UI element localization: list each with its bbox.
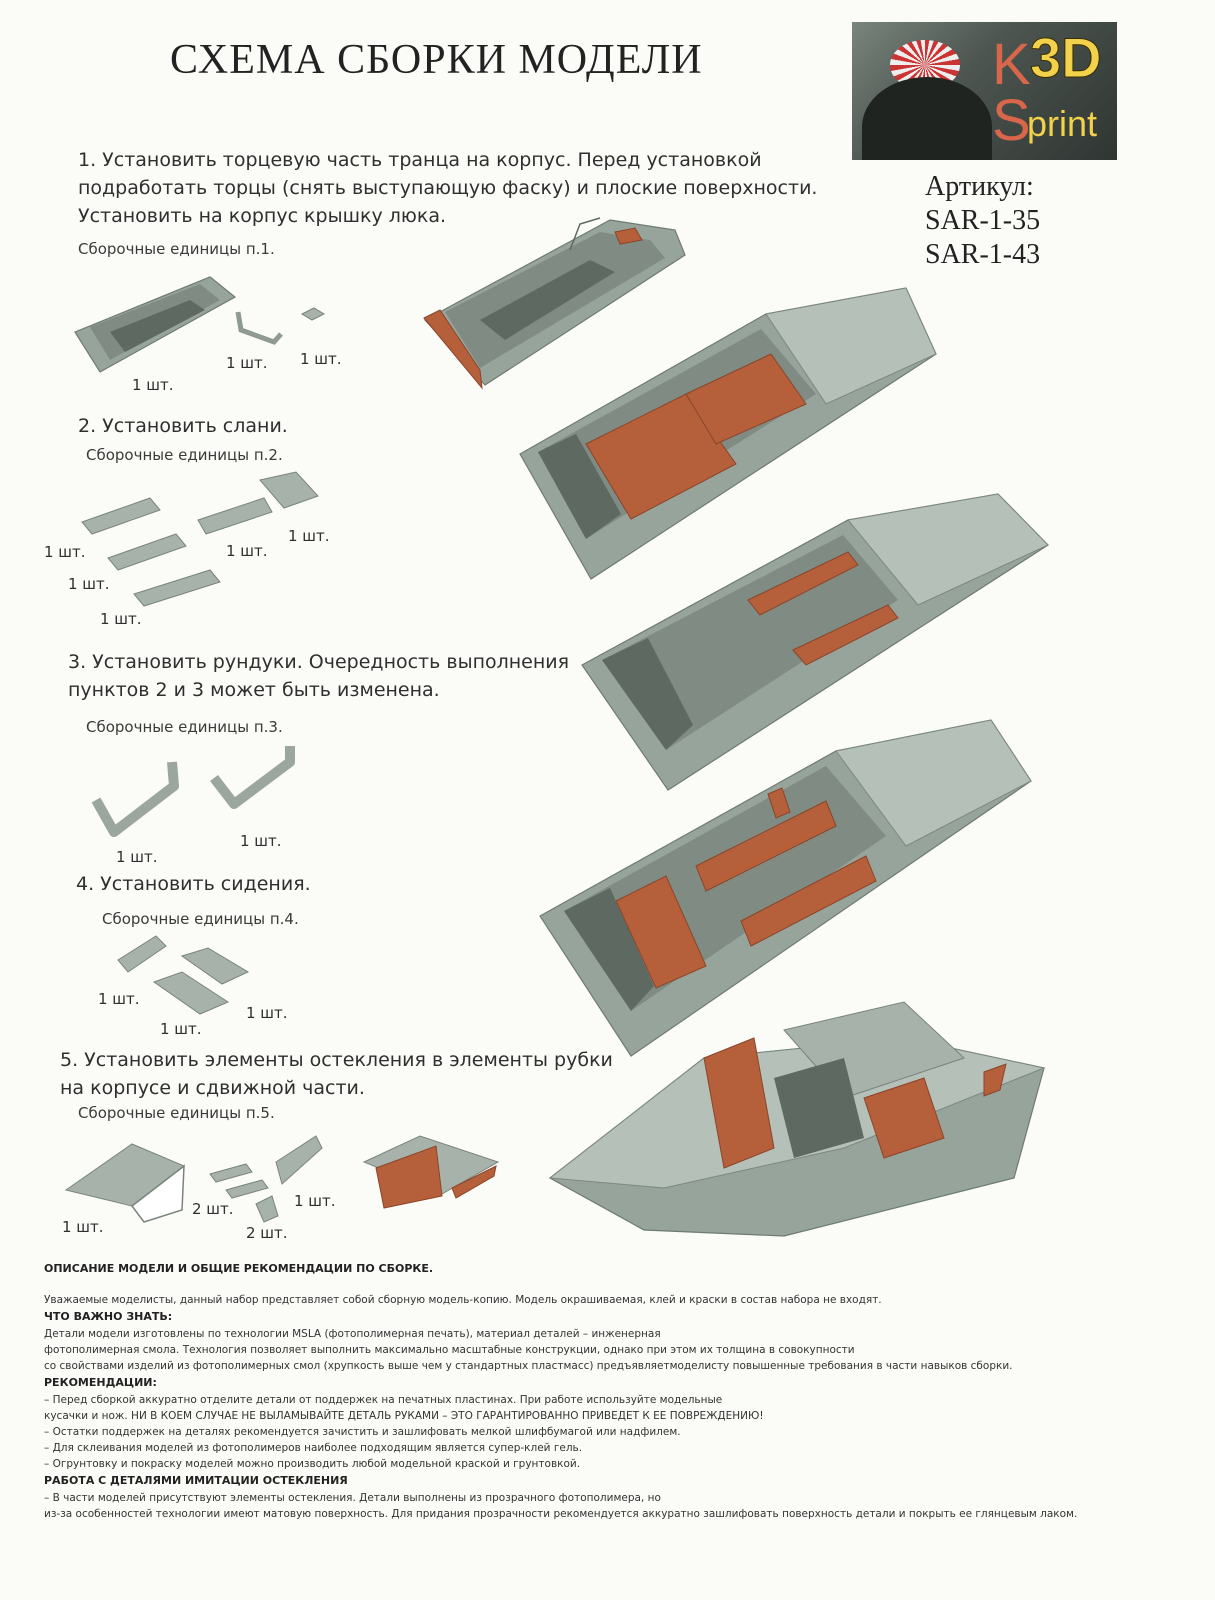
- step-2-floor-panel: [256, 470, 326, 520]
- glazing-line: – В части моделей присутствуют элементы остекления. Детали выполнены из прозрачного фотополимера, но: [44, 1492, 661, 1504]
- step-1-line-1: 1. Установить торцевую часть транца на корпус. Перед установкой: [78, 149, 762, 171]
- logo-letter-k: K: [992, 32, 1031, 97]
- step-2-line-1: 2. Установить слани.: [78, 415, 288, 437]
- glazing-line: из-за особенностей технологии имеют матовую поверхность. Для придания прозрачности рекомендуется аккуратно зашлифовать поверхность детали и покрыть ее глянцевым лаком.: [44, 1508, 1078, 1520]
- step-4-seat-part: [150, 968, 240, 1028]
- important-line: со свойствами изделий из фотополимерных смол (хрупкость выше чем у стандартных пластмасс) предъявляетмоделисту повышенные требования в части навыков сборки.: [44, 1360, 1013, 1372]
- page-title: СХЕМА СБОРКИ МОДЕЛИ: [170, 37, 703, 83]
- step-4-units: Сборочные единицы п.4.: [102, 910, 299, 928]
- step-1-line-2: подработать торцы (снять выступающую фаску) и плоские поверхности.: [78, 177, 818, 199]
- step-5-qty: 1 шт.: [294, 1192, 336, 1210]
- step-2-qty: 1 шт.: [68, 575, 110, 593]
- important-heading: ЧТО ВАЖНО ЗНАТЬ:: [44, 1310, 173, 1323]
- step-5-qty: 1 шт.: [62, 1218, 104, 1236]
- step-1-units: Сборочные единицы п.1.: [78, 240, 275, 258]
- step-1-qty-hatch: 1 шт.: [300, 350, 342, 368]
- recommendation-line: – Перед сборкой аккуратно отделите детали от поддержек на печатных пластинах. При работе используйте модельные: [44, 1394, 723, 1406]
- step-3-qty: 1 шт.: [240, 832, 282, 850]
- description-heading: ОПИСАНИЕ МОДЕЛИ И ОБЩИЕ РЕКОМЕНДАЦИИ ПО СБОРКЕ.: [44, 1262, 434, 1275]
- step-3-line-1: 3. Установить рундуки. Очередность выполнения: [68, 651, 570, 673]
- brand-logo: [852, 22, 1117, 160]
- glazing-heading: РАБОТА С ДЕТАЛЯМИ ИМИТАЦИИ ОСТЕКЛЕНИЯ: [44, 1474, 348, 1487]
- step-4-qty: 1 шт.: [246, 1004, 288, 1022]
- step-3-locker-part: [208, 740, 308, 820]
- step-5-glazing-part: [270, 1132, 330, 1192]
- logo-letter-s: S: [992, 88, 1031, 153]
- step-4-line-1: 4. Установить сидения.: [76, 873, 311, 895]
- step-5-result-boat: [544, 998, 1049, 1240]
- recommendation-line: кусачки и нож. НИ В КОЕМ СЛУЧАЕ НЕ ВЫЛАМЫВАЙТЕ ДЕТАЛЬ РУКАМИ – ЭТО ГАРАНТИРОВАННО ПРИВЕДЕТ К ЕЕ ПОВРЕЖДЕНИЮ!: [44, 1410, 764, 1422]
- step-5-cabin-part: [62, 1140, 192, 1230]
- step-5-units: Сборочные единицы п.5.: [78, 1104, 275, 1122]
- article-code-35: SAR-1-35: [925, 205, 1041, 236]
- step-3-units: Сборочные единицы п.3.: [86, 718, 283, 736]
- step-5-qty: 2 шт.: [192, 1200, 234, 1218]
- step-5-qty: 2 шт.: [246, 1224, 288, 1242]
- logo-3d: 3D: [1030, 26, 1102, 89]
- step-5-line-2: на корпусе и сдвижной части.: [60, 1077, 365, 1099]
- description-intro: Уважаемые моделисты, данный набор представляет собой сборную модель-копию. Модель окрашиваемая, клей и краски в состав набора не входят.: [44, 1294, 882, 1306]
- step-4-qty: 1 шт.: [98, 990, 140, 1008]
- step-1-hatch-part: [300, 306, 326, 322]
- step-5-sliding-part: [360, 1132, 505, 1217]
- step-1-qty-transom: 1 шт.: [226, 354, 268, 372]
- recommendation-line: – Огрунтовку и покраску моделей можно производить любой модельной краской и грунтовкой.: [44, 1458, 581, 1470]
- step-3-line-2: пунктов 2 и 3 может быть изменена.: [68, 679, 440, 701]
- step-4-qty: 1 шт.: [160, 1020, 202, 1038]
- step-2-qty: 1 шт.: [226, 542, 268, 560]
- step-3-qty: 1 шт.: [116, 848, 158, 866]
- step-2-floor-panel: [130, 562, 230, 612]
- article-code-43: SAR-1-43: [925, 239, 1041, 270]
- step-1-hull-part: [70, 272, 240, 382]
- step-2-qty: 1 шт.: [44, 543, 86, 561]
- important-line: Детали модели изготовлены по технологии MSLA (фотополимерная печать), материал деталей – инженерная: [44, 1328, 661, 1340]
- step-2-units: Сборочные единицы п.2.: [86, 446, 283, 464]
- step-1-transom-part: [236, 310, 286, 350]
- step-2-qty: 1 шт.: [100, 610, 142, 628]
- step-2-qty: 1 шт.: [288, 527, 330, 545]
- important-line: фотополимерная смола. Технология позволяет выполнить максимально масштабные конструкции, однако при этом их толщина в совокупности: [44, 1344, 855, 1356]
- article-label: Артикул:: [925, 171, 1034, 202]
- logo-print: print: [1027, 103, 1098, 144]
- step-3-locker-part: [90, 754, 190, 844]
- recommendation-line: – Для склеивания моделей из фотополимеров наиболее подходящим является супер-клей гель.: [44, 1442, 583, 1454]
- step-1-line-3: Установить на корпус крышку люка.: [78, 205, 447, 227]
- step-1-qty-hull: 1 шт.: [132, 376, 174, 394]
- figure-silhouette-icon: [862, 77, 992, 160]
- step-5-line-1: 5. Установить элементы остекления в элементы рубки: [60, 1049, 613, 1071]
- recommendations-heading: РЕКОМЕНДАЦИИ:: [44, 1376, 157, 1389]
- recommendation-line: – Остатки поддержек на деталях рекомендуется зачистить и зашлифовать мелкой шлифбумагой или надфилем.: [44, 1426, 681, 1438]
